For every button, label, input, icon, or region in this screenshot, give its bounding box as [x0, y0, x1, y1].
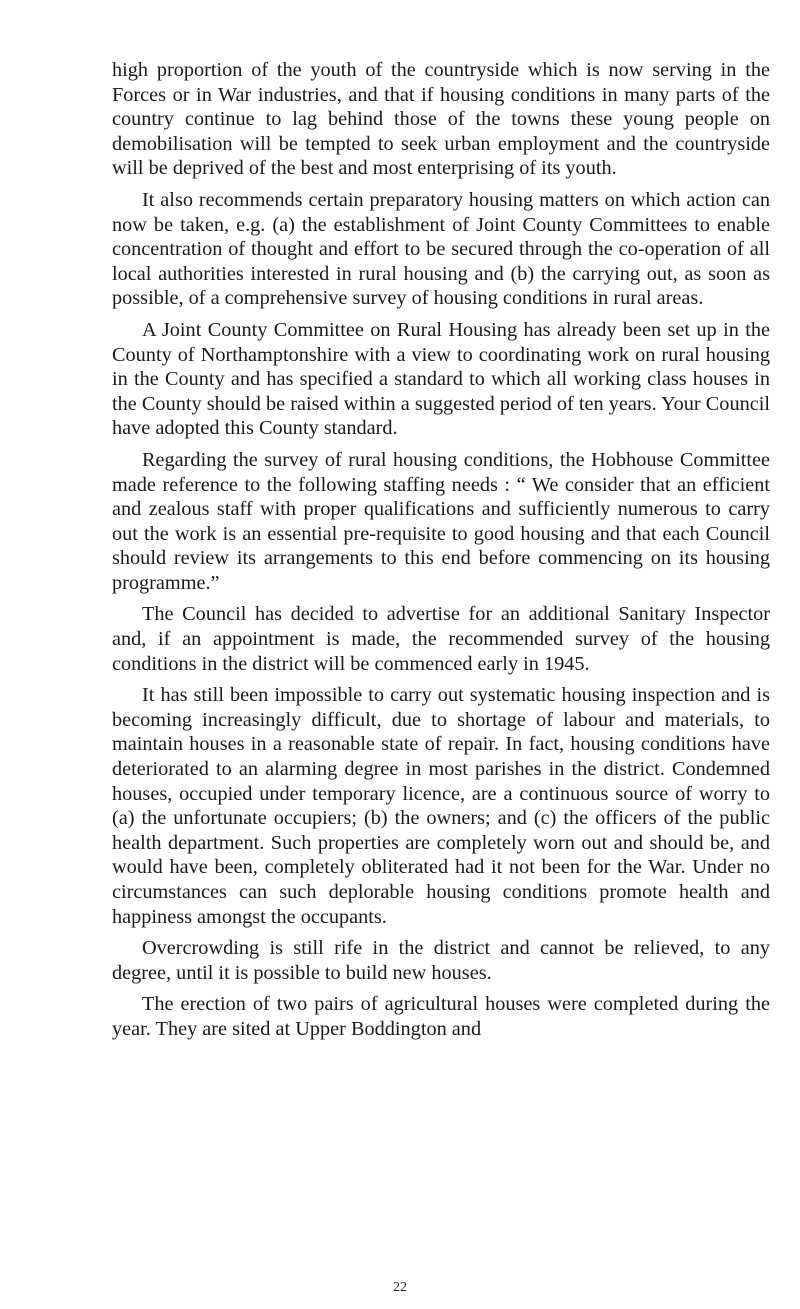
paragraph-sanitary-inspector: The Council has decided to advertise for an additional Sanitary Inspector and, if an appointment is made, the recommended survey of the housing conditions in the district will be commenced early in 1945. — [112, 603, 770, 675]
paragraph-joint-county-committee: A Joint County Committee on Rural Housing has already been set up in the County of Northamptonshire with a view to coordinating work on rural housing in the County and has specified a standard to which all working class houses in the County should be raised within a suggested period of ten years. Your Council have adopted this County standard. — [112, 318, 770, 440]
paragraph-overcrowding: Overcrowding is still rife in the district and cannot be relieved, to any degree, until it is possible to build new houses. — [112, 937, 770, 984]
paragraph-preparatory-matters: It also recommends certain preparatory housing matters on which action can now be taken, e.g. (a) the establishment of Joint County Committees to enable concentration of thought and effort to be secured through the co-operation of all local authorities interested in rural housing and (b) the carrying out, as soon as possible, of a comprehensive survey of housing conditions in rural areas. — [112, 188, 770, 310]
paragraph-housing-inspection: It has still been impossible to carry out systematic housing inspection and is becoming increasingly difficult, due to shortage of labour and materials, to maintain houses in a reasonable state of repair. In fact, housing conditions have deteriorated to an alarming degree in most parishes in the district. Condemned houses, occupied under temporary licence, are a continuous source of worry to (a) the unfortunate occupiers; (b) the owners; and (c) the officers of the public health department. Such properties are completely worn out and should be, and would have been, completely obliterated had it not been for the War. Under no circumstances can such deplorable housing conditions promote health and happiness amongst the occupants. — [112, 684, 770, 928]
document-page — [112, 58, 770, 1042]
paragraph-survey-staffing: Regarding the survey of rural housing conditions, the Hobhouse Committee made reference to the following staffing needs : “ We consider that an efficient and zealous staff with proper qualifications and sufficiently numerous to carry out the work is an essential pre-requisite to good housing and that each Council should review its arrangements to this end before commencing on its housing programme.” — [112, 448, 770, 594]
paragraph-youth-countryside: high proportion of the youth of the countryside which is now serving in the Forces or in War industries, and that if housing conditions in many parts of the country continue to lag behind those of the towns these young people on demobilisation will be tempted to seek urban employment and the countryside will be deprived of the best and most enterprising of its youth. — [112, 59, 770, 180]
paragraph-agricultural-houses: The erection of two pairs of agricultural houses were completed during the year. They are sited at Upper Boddington and — [112, 993, 770, 1040]
page-number: 22 — [393, 1280, 407, 1295]
